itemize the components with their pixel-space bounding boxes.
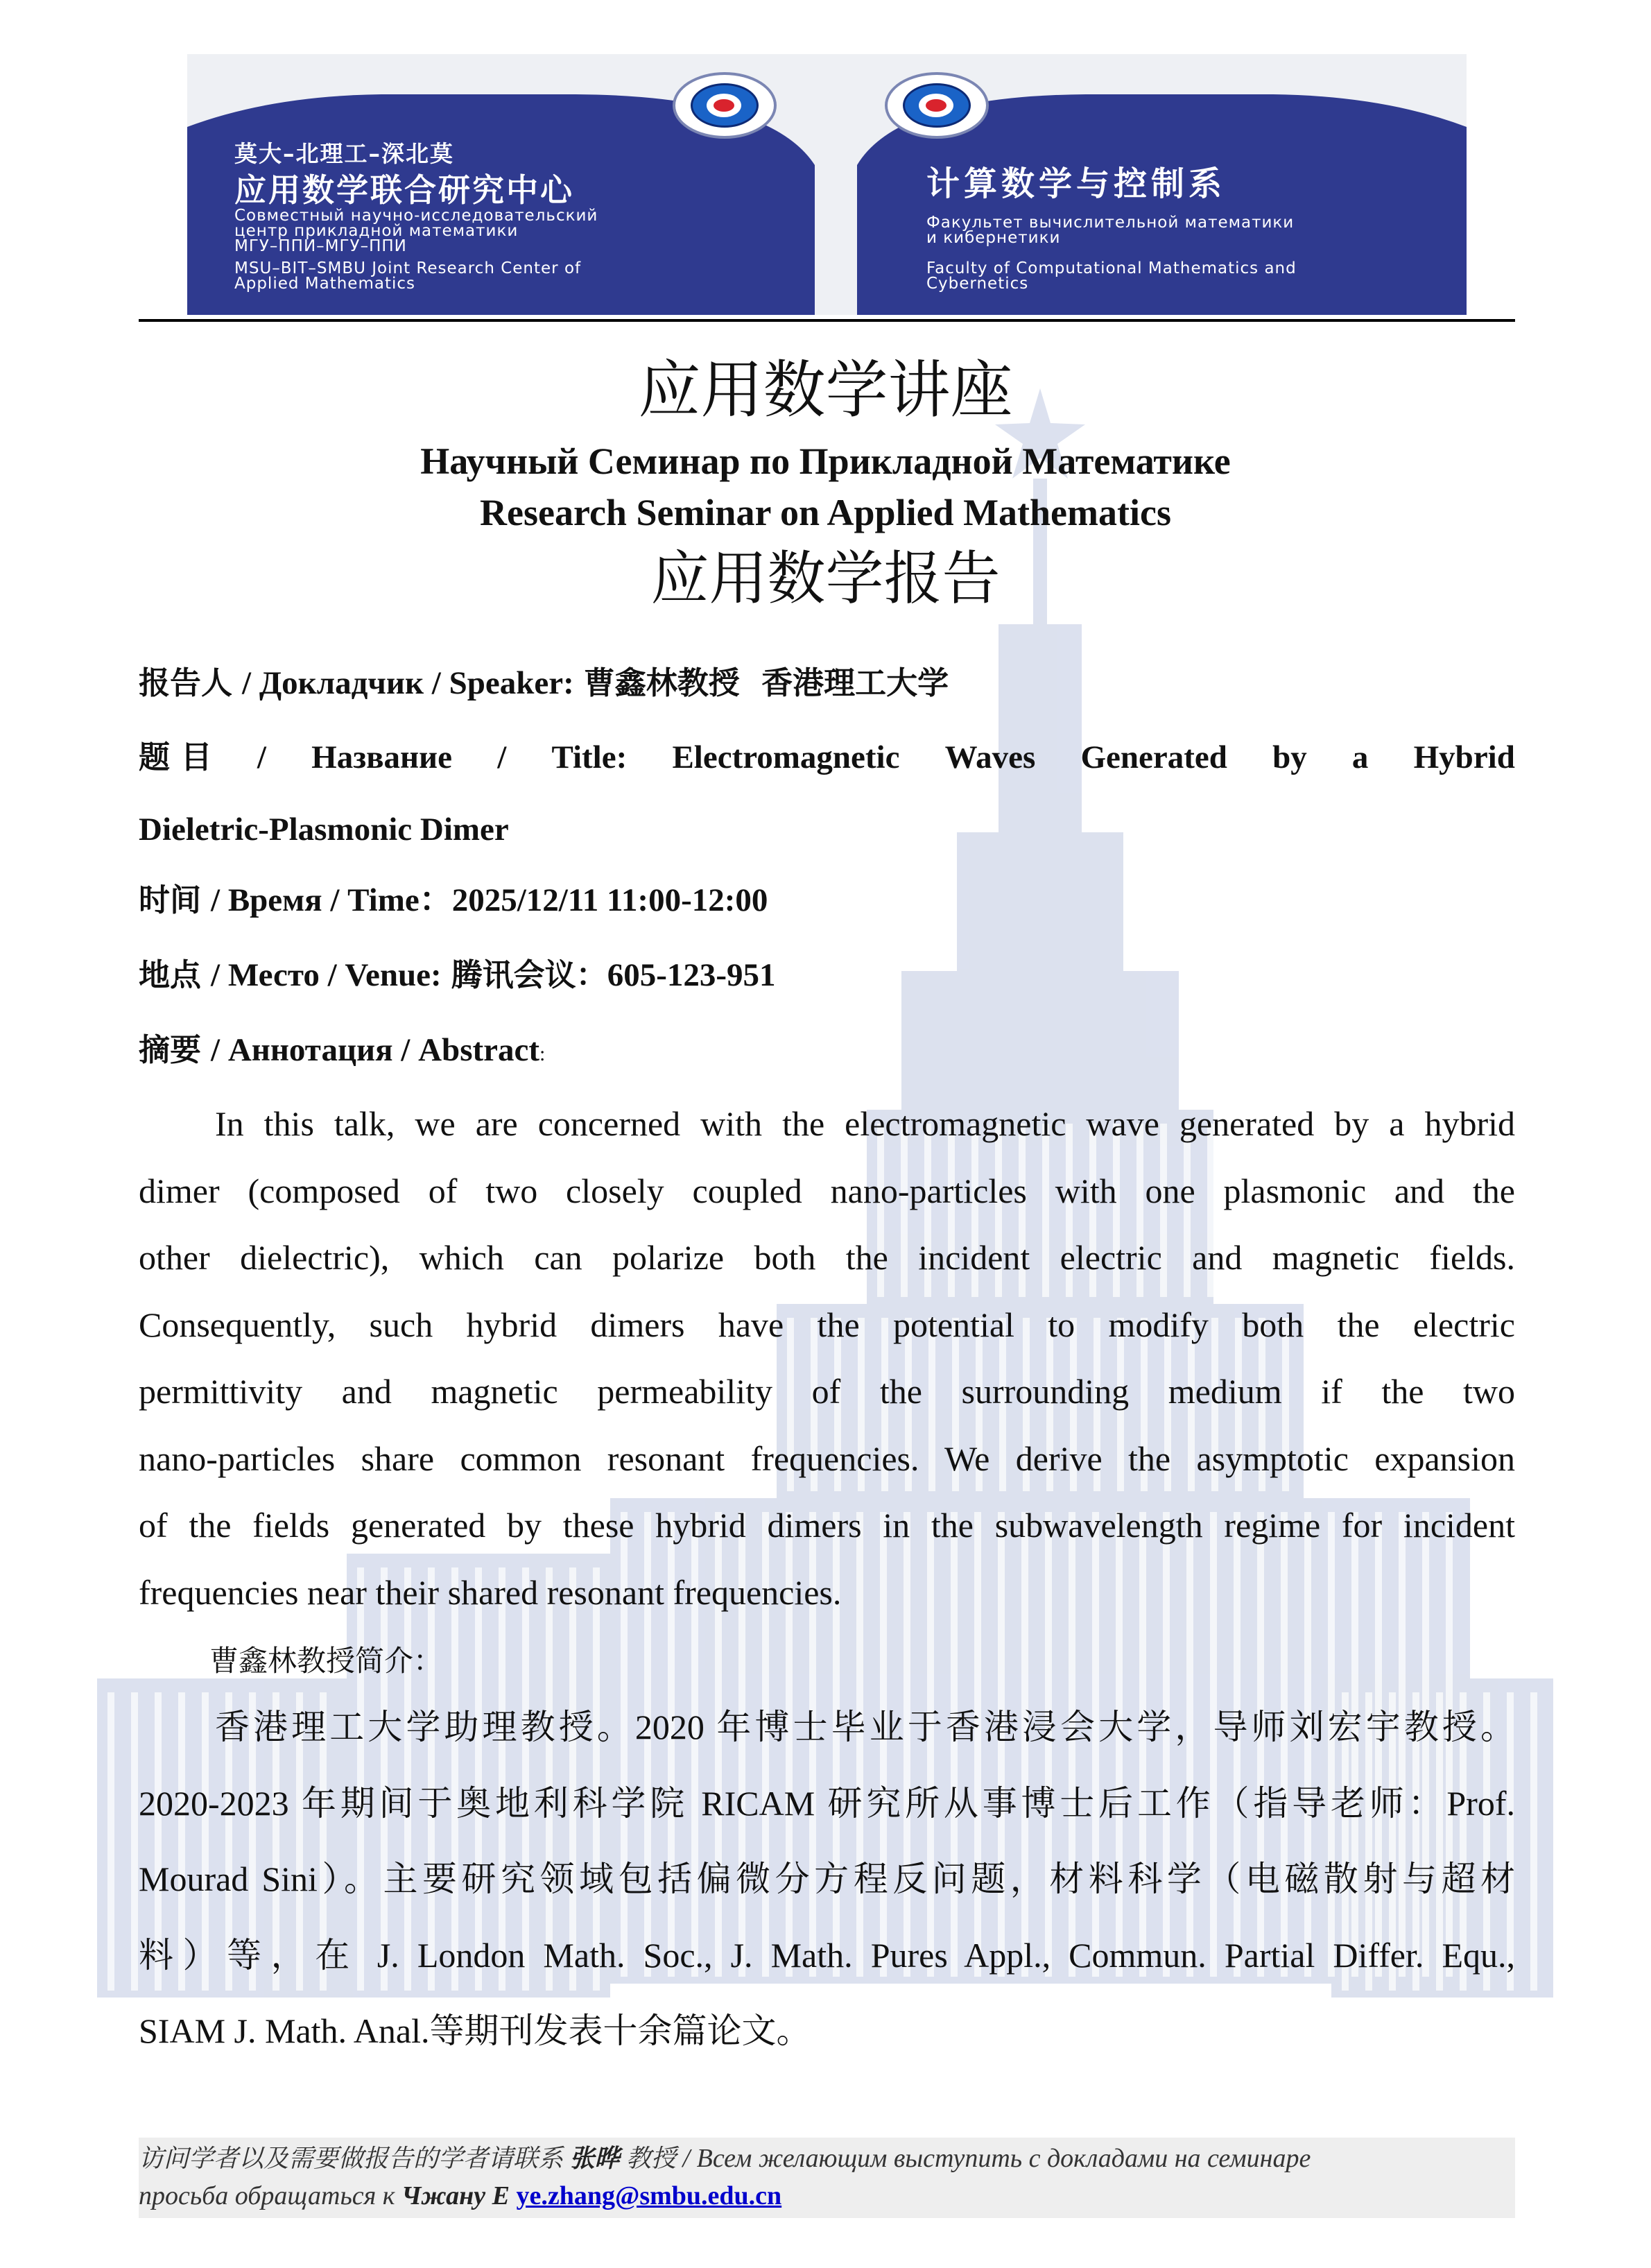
time-label-cn: 时间: [139, 882, 202, 918]
banner-ru-line1: Совместный научно-исследовательский: [234, 207, 598, 225]
header-banner: [187, 54, 1467, 315]
bio-line: SIAM J. Math. Anal.等期刊发表十余篇论文。: [139, 2011, 811, 2050]
faculty-en-line2: Cybernetics: [926, 275, 1029, 293]
abstract-label: / Аннотация / Abstract: [211, 1032, 540, 1068]
title-label-en: Title:: [551, 739, 628, 775]
speaker-row: [139, 662, 1515, 704]
speaker-value: 曹鑫林教授 香港理工大学: [583, 664, 949, 701]
faculty-banner: [857, 54, 1467, 315]
abstract-line: In this talk, we are concerned with the electromagnetic wave generated by a hybrid: [215, 1104, 1515, 1143]
title-row: 题 目 / Название / Title: Electromagnetic Waves Generated by a Hybrid: [139, 737, 1515, 778]
title-word: Hybrid: [1413, 739, 1515, 775]
abstract-label-cn: 摘要: [139, 1031, 202, 1068]
faculty-cn-title: 计算数学与控制系: [926, 164, 1227, 203]
title-word: Generated: [1080, 739, 1227, 775]
abstract-row: [139, 1029, 1515, 1075]
abstract-line: of the fields generated by these hybrid dimers in the subwavelength regime for incident: [139, 1506, 1515, 1545]
title-word: by: [1272, 739, 1307, 775]
page-title-en: Research Seminar on Applied Mathematics: [480, 492, 1171, 533]
footer-contact-ru: Чжану Е: [401, 2181, 510, 2210]
title-label-ru: Название: [311, 739, 452, 775]
bio-line: 2020-2023 年期间于奥地利科学院 RICAM 研究所从事博士后工作（指导老师：Prof.: [139, 1783, 1515, 1823]
faculty-ru-line1: Факультет вычислительной математики: [926, 214, 1295, 232]
bio-line: 香港理工大学助理教授。2020 年博士毕业于香港浸会大学，导师刘宏宇教授。: [215, 1708, 1515, 1746]
bio-line: 料）等，在 J. London Math. Soc., J. Math. Pures Appl., Commun. Partial Differ. Equ.,: [139, 1935, 1515, 1975]
title-word: Waves: [944, 739, 1036, 775]
banner-cn-line1: 莫大–北理工–深北莫: [234, 140, 454, 167]
faculty-en-line1: Faculty of Computational Mathematics and: [926, 259, 1297, 277]
joint-center-banner: [187, 54, 815, 315]
header-divider: [139, 319, 1515, 322]
venue-value-cn: 腾讯会议：: [451, 956, 607, 993]
banner-en-line2: Applied Mathematics: [234, 275, 415, 293]
footer-contact-title-cn: 教授: [626, 2145, 677, 2173]
page-subtitle-cn: 应用数学报告: [650, 544, 1001, 612]
time-row: [139, 879, 1515, 921]
footer-line1: [139, 2140, 1311, 2177]
page-title-ru: Научный Семинар по Прикладной Математике: [420, 440, 1231, 482]
abstract-line: other dielectric), which can polarize both the incident electric and magnetic fields.: [139, 1238, 1515, 1277]
title-word: Electromagnetic: [672, 739, 900, 775]
footer-line2: [139, 2178, 781, 2214]
abstract-colon: :: [539, 1042, 546, 1065]
venue-label-cn: 地点: [139, 956, 202, 993]
university-logo-icon: [885, 72, 989, 139]
bio-text: [139, 1690, 1515, 2070]
abstract-line: frequencies near their shared resonant frequencies.: [139, 1572, 842, 1612]
time-label: / Время / Time: [211, 882, 420, 918]
bio-heading: 曹鑫林教授简介：: [209, 1644, 443, 1678]
footer-cn-text: 访问学者以及需要做报告的学者请联系: [139, 2145, 564, 2173]
bio-line: Mourad Sini）。主要研究领域包括偏微分方程反问题，材料科学（电磁散射与超材: [139, 1859, 1515, 1898]
abstract-line: nano-particles share common resonant frequencies. We derive the asymptotic expansion: [139, 1438, 1515, 1478]
footer-contact-cn: 张晔: [569, 2144, 620, 2173]
venue-row: [139, 954, 1515, 996]
title-line2: Dieletric-Plasmonic Dimer: [139, 811, 509, 848]
footer-ru-text2: просьба обращаться к: [139, 2181, 395, 2210]
venue-meeting-id: 605-123-951: [607, 957, 776, 993]
abstract-text: [139, 1090, 1515, 1626]
abstract-line: dimer (composed of two closely coupled nano-particles with one plasmonic and the: [139, 1171, 1515, 1210]
contact-footer: [139, 2138, 1515, 2218]
banner-ru-line3: МГУ–ППИ–МГУ–ППИ: [234, 237, 407, 255]
university-logo-icon: [673, 72, 777, 139]
title-word: a: [1351, 739, 1369, 775]
title-label-cn: 题 目: [139, 739, 212, 775]
abstract-line: Consequently, such hybrid dimers have the potential to modify both the electric: [139, 1305, 1515, 1344]
speaker-label-cn: 报告人: [139, 664, 233, 701]
speaker-label: / Докладчик / Speaker:: [242, 665, 574, 701]
banner-en-line1: MSU–BIT–SMBU Joint Research Center of: [234, 259, 582, 277]
venue-label: / Место / Venue:: [211, 957, 442, 993]
time-value: ：2025/12/11 11:00-12:00: [419, 882, 768, 918]
page-title-cn: 应用数学讲座: [638, 354, 1013, 427]
footer-ru-text: / Всем желающим выступить с докладами на семинаре: [682, 2144, 1311, 2173]
abstract-line: permittivity and magnetic permeability of the surrounding medium if the two: [139, 1372, 1515, 1411]
contact-email-link[interactable]: ye.zhang@smbu.edu.cn: [516, 2181, 782, 2210]
faculty-ru-line2: и кибернетики: [926, 229, 1061, 247]
banner-ru-line2: центр прикладной математики: [234, 222, 519, 240]
banner-cn-line2: 应用数学联合研究中心: [234, 171, 574, 209]
